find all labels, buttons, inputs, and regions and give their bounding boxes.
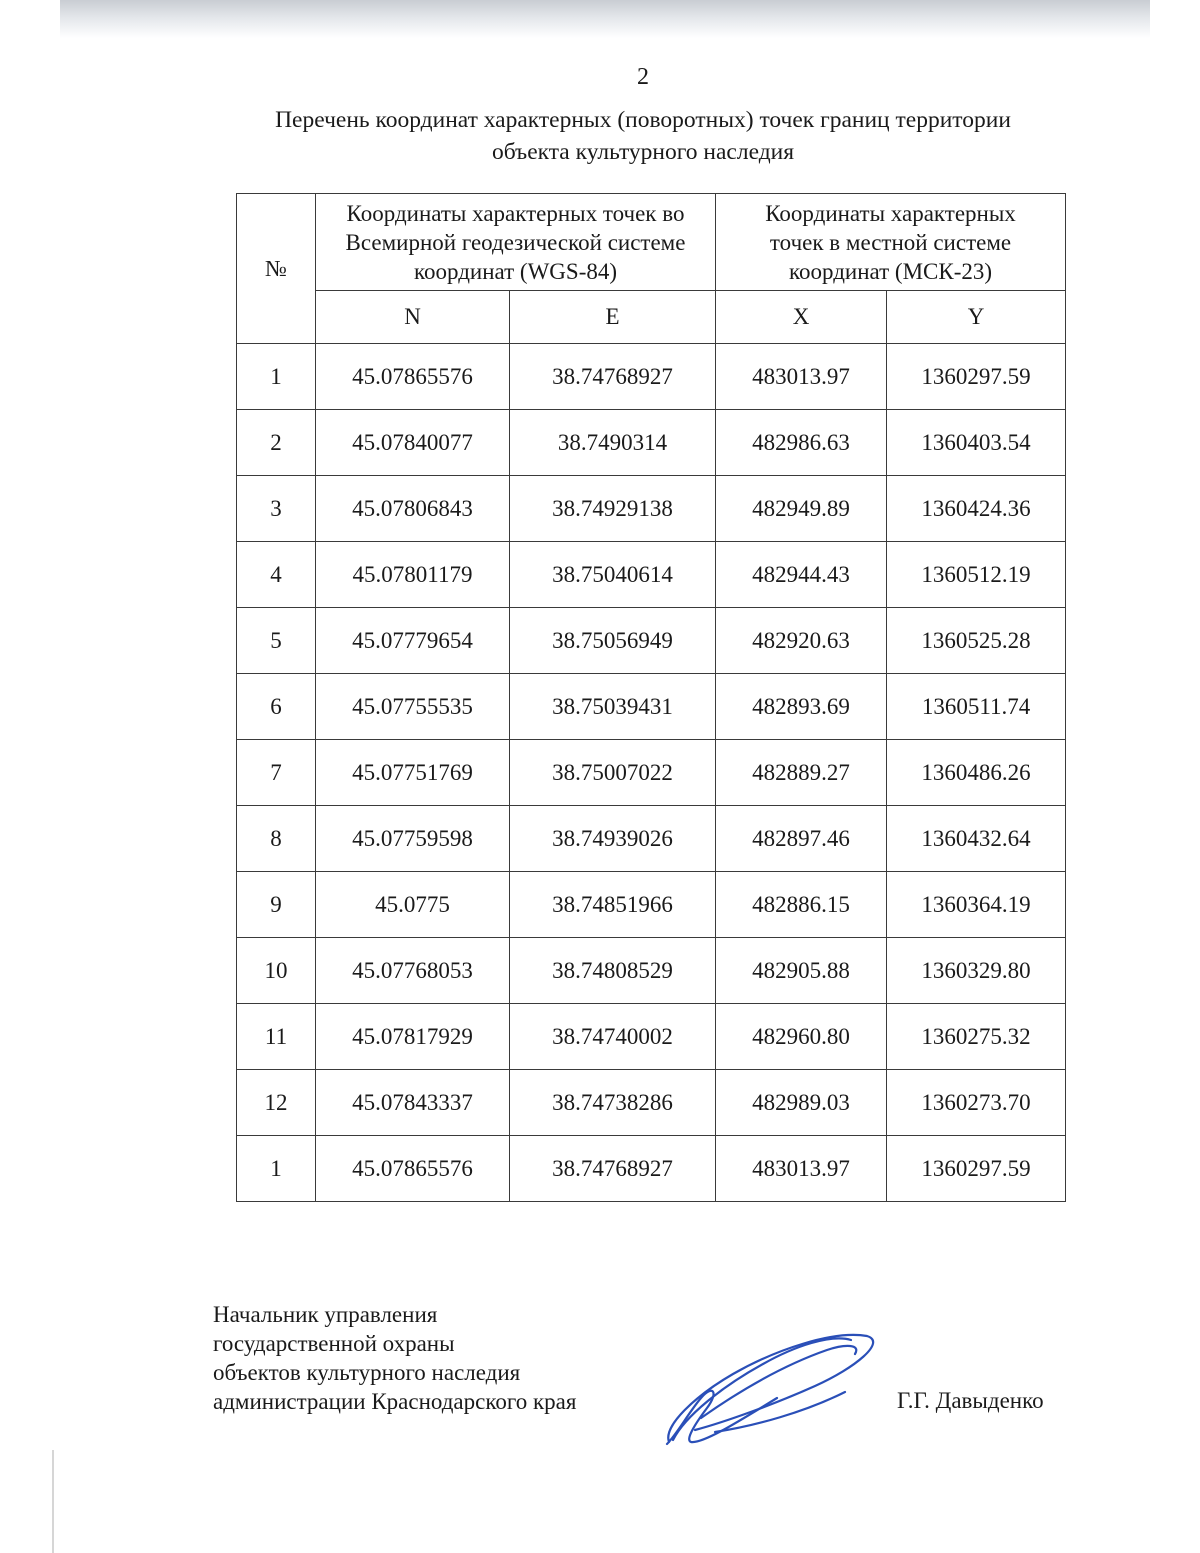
cell-n: 45.07865576 xyxy=(316,344,510,410)
cell-x: 482920.63 xyxy=(716,608,887,674)
header-y: Y xyxy=(887,291,1066,344)
cell-n: 45.07759598 xyxy=(316,806,510,872)
cell-y: 1360273.70 xyxy=(887,1070,1066,1136)
header-wgs84 xyxy=(316,194,716,291)
cell-y: 1360512.19 xyxy=(887,542,1066,608)
coordinates-table xyxy=(236,193,1066,1202)
cell-e: 38.74768927 xyxy=(510,344,716,410)
cell-num: 10 xyxy=(237,938,316,1004)
cell-num: 1 xyxy=(237,344,316,410)
table-row xyxy=(237,608,1066,674)
cell-e: 38.74768927 xyxy=(510,1136,716,1202)
cell-y: 1360486.26 xyxy=(887,740,1066,806)
header-number: № xyxy=(237,194,316,344)
cell-x: 483013.97 xyxy=(716,1136,887,1202)
cell-x: 482897.46 xyxy=(716,806,887,872)
cell-n: 45.07806843 xyxy=(316,476,510,542)
cell-e: 38.75040614 xyxy=(510,542,716,608)
cell-x: 482949.89 xyxy=(716,476,887,542)
cell-n: 45.07779654 xyxy=(316,608,510,674)
cell-x: 482889.27 xyxy=(716,740,887,806)
cell-e: 38.74851966 xyxy=(510,872,716,938)
table-row xyxy=(237,344,1066,410)
table-row xyxy=(237,476,1066,542)
scan-shadow xyxy=(60,0,1150,38)
cell-n: 45.07817929 xyxy=(316,1004,510,1070)
signatory-position-line: государственной охраны xyxy=(213,1331,455,1356)
signatory-position xyxy=(213,1300,576,1416)
document-title xyxy=(200,104,1086,168)
signatory-position-line: Начальник управления xyxy=(213,1302,438,1327)
cell-y: 1360432.64 xyxy=(887,806,1066,872)
header-x: X xyxy=(716,291,887,344)
table-row xyxy=(237,1136,1066,1202)
cell-x: 482944.43 xyxy=(716,542,887,608)
cell-y: 1360525.28 xyxy=(887,608,1066,674)
table-row xyxy=(237,674,1066,740)
table-row xyxy=(237,1004,1066,1070)
cell-x: 482893.69 xyxy=(716,674,887,740)
cell-e: 38.74939026 xyxy=(510,806,716,872)
cell-num: 4 xyxy=(237,542,316,608)
cell-num: 7 xyxy=(237,740,316,806)
cell-num: 11 xyxy=(237,1004,316,1070)
cell-n: 45.07801179 xyxy=(316,542,510,608)
page-number: 2 xyxy=(637,64,649,90)
header-e: E xyxy=(510,291,716,344)
handwritten-signature xyxy=(655,1322,880,1450)
cell-num: 5 xyxy=(237,608,316,674)
table-row xyxy=(237,872,1066,938)
cell-y: 1360511.74 xyxy=(887,674,1066,740)
cell-e: 38.75007022 xyxy=(510,740,716,806)
cell-y: 1360275.32 xyxy=(887,1004,1066,1070)
document-title-line-2: объекта культурного наследия xyxy=(491,139,795,165)
cell-n: 45.07768053 xyxy=(316,938,510,1004)
table-row xyxy=(237,938,1066,1004)
cell-e: 38.74740002 xyxy=(510,1004,716,1070)
cell-n: 45.0775 xyxy=(316,872,510,938)
cell-e: 38.75039431 xyxy=(510,674,716,740)
cell-e: 38.7490314 xyxy=(510,410,716,476)
cell-num: 3 xyxy=(237,476,316,542)
cell-e: 38.74929138 xyxy=(510,476,716,542)
table-row xyxy=(237,1070,1066,1136)
cell-x: 483013.97 xyxy=(716,344,887,410)
cell-x: 482960.80 xyxy=(716,1004,887,1070)
document-title-line-1: Перечень координат характерных (поворотных) точек границ территории xyxy=(275,107,1011,133)
cell-num: 8 xyxy=(237,806,316,872)
table-row xyxy=(237,740,1066,806)
header-n: N xyxy=(316,291,510,344)
cell-x: 482905.88 xyxy=(716,938,887,1004)
cell-e: 38.74738286 xyxy=(510,1070,716,1136)
table-row xyxy=(237,806,1066,872)
header-msk23 xyxy=(716,194,1066,291)
cell-n: 45.07840077 xyxy=(316,410,510,476)
signatory-position-line: объектов культурного наследия xyxy=(213,1360,521,1385)
cell-num: 12 xyxy=(237,1070,316,1136)
cell-e: 38.75056949 xyxy=(510,608,716,674)
cell-e: 38.74808529 xyxy=(510,938,716,1004)
cell-y: 1360297.59 xyxy=(887,344,1066,410)
table-row xyxy=(237,542,1066,608)
cell-n: 45.07865576 xyxy=(316,1136,510,1202)
cell-y: 1360297.59 xyxy=(887,1136,1066,1202)
cell-num: 1 xyxy=(237,1136,316,1202)
cell-num: 9 xyxy=(237,872,316,938)
signer-name: Г.Г. Давыденко xyxy=(897,1388,1044,1413)
header-msk23-label: Координаты характерных точек в местной системе координат (МСК-23) xyxy=(765,200,1016,284)
cell-n: 45.07755535 xyxy=(316,674,510,740)
scan-edge xyxy=(52,1450,54,1553)
cell-x: 482989.03 xyxy=(716,1070,887,1136)
cell-num: 6 xyxy=(237,674,316,740)
cell-x: 482986.63 xyxy=(716,410,887,476)
cell-y: 1360329.80 xyxy=(887,938,1066,1004)
cell-y: 1360364.19 xyxy=(887,872,1066,938)
header-wgs84-label: Координаты характерных точек во Всемирной геодезической системе координат (WGS-84) xyxy=(345,200,686,284)
coordinates-table-body xyxy=(237,344,1066,1202)
cell-num: 2 xyxy=(237,410,316,476)
table-row xyxy=(237,410,1066,476)
cell-y: 1360424.36 xyxy=(887,476,1066,542)
cell-n: 45.07843337 xyxy=(316,1070,510,1136)
cell-x: 482886.15 xyxy=(716,872,887,938)
cell-n: 45.07751769 xyxy=(316,740,510,806)
cell-y: 1360403.54 xyxy=(887,410,1066,476)
signatory-position-line: администрации Краснодарского края xyxy=(213,1389,577,1414)
